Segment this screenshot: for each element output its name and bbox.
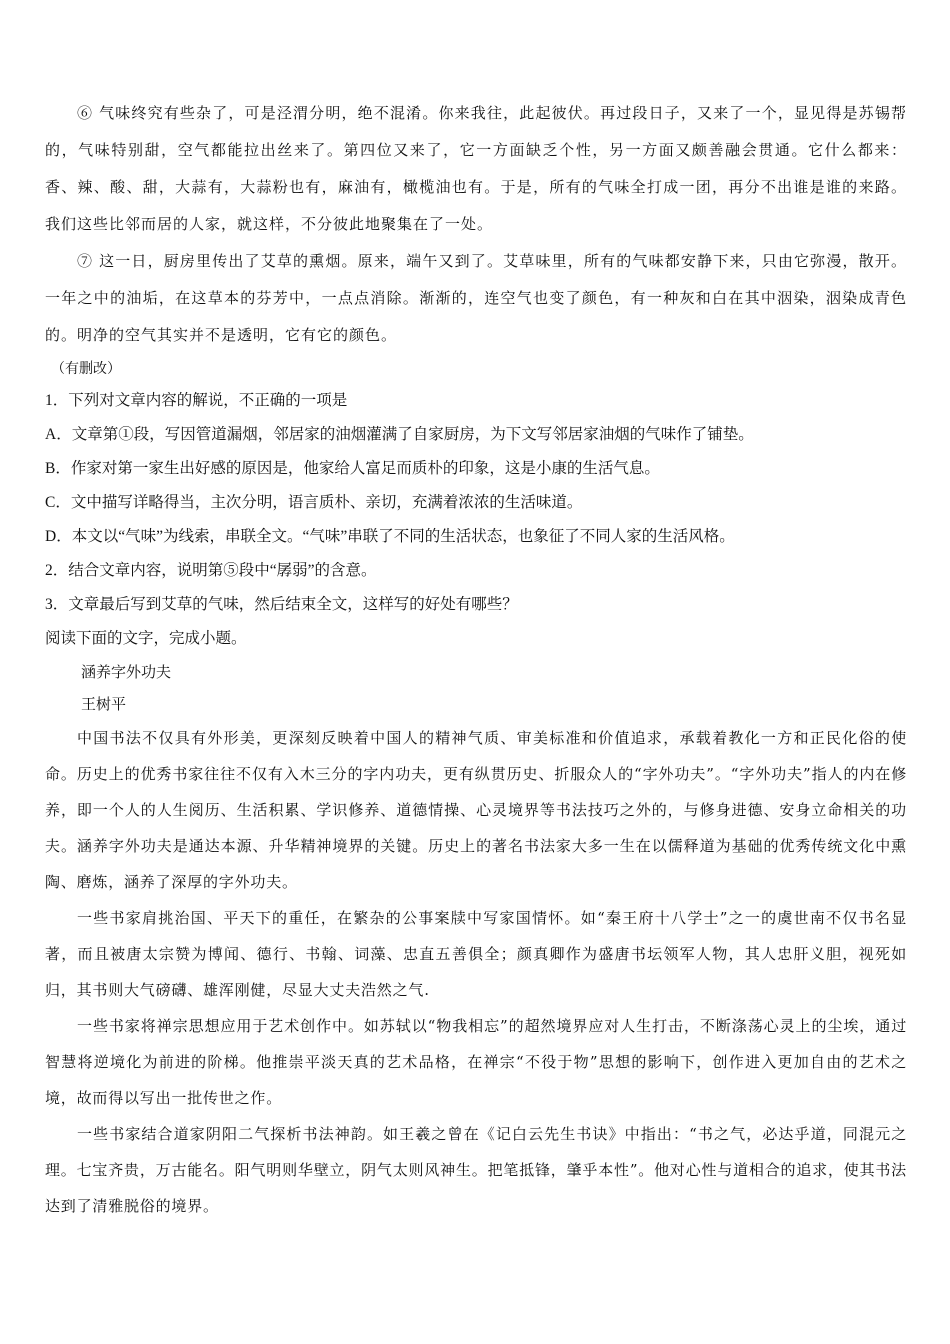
reading-instruction: 阅读下面的文字，完成小题。 <box>45 630 247 647</box>
option-b: B．作家对第一家生出好感的原因是，他家给人富足而质朴的印象，这是小康的生活气息。 <box>45 460 660 477</box>
question-3: 3．文章最后写到艾草的气味，然后结束全文，这样写的好处有哪些？ <box>45 596 518 613</box>
article-paragraph-3: 一些书家将禅宗思想应用于艺术创作中。如苏轼以“物我相忘”的超然境界应对人生打击，不断涤荡心灵上的尘埃，通过智慧将逆境化为前进的阶梯。他推崇平淡天真的艺术品格，在禅宗“不役于物”思想的影响下，创作进入更加自由的艺术之境，故而得以写出一批传世之作。 <box>45 1017 907 1107</box>
option-d: D．本文以“气味”为线索，串联全文。“气味”串联了不同的生活状态，也象征了不同人家的生活风格。 <box>45 528 735 545</box>
document-page <box>45 95 907 1224</box>
option-c: C．文中描写详略得当，主次分明，语言质朴、亲切，充满着浓浓的生活味道。 <box>45 494 583 511</box>
article-paragraph-1: 中国书法不仅具有外形美，更深刻反映着中国人的精神气质、审美标准和价值追求，承载着教化一方和正民化俗的使命。历史上的优秀书家往往不仅有入木三分的字内功夫，更有纵贯历史、折服众人的“字外功夫”。“字外功夫”指人的内在修养，即一个人的人生阅历、生活积累、学识修养、道德情操、心灵境界等书法技巧之外的，与修身进德、安身立命相关的功夫。涵养字外功夫是通达本源、升华精神境界的关键。历史上的著名书法家大多一生在以儒释道为基础的优秀传统文化中熏陶、磨炼，涵养了深厚的字外功夫。 <box>45 729 907 891</box>
option-a: A．文章第①段，写因管道漏烟，邻居家的油烟灌满了自家厨房，为下文写邻居家油烟的气味作了铺垫。 <box>45 426 754 443</box>
article-paragraph-2: 一些书家肩挑治国、平天下的重任，在繁杂的公事案牍中写家国情怀。如“秦王府十八学士”之一的虞世南不仅书名显著，而且被唐太宗赞为博闻、德行、书翰、词藻、忠直五善俱全；颜真卿作为盛唐书坛领军人物，其人忠肝义胆，视死如归，其书则大气磅礴、雄浑刚健，尽显大丈夫浩然之气. <box>45 909 907 999</box>
paragraph-6: ⑥ 气味终究有些杂了，可是泾渭分明，绝不混淆。你来我往，此起彼伏。再过段日子，又来了一个，显见得是苏锡帮的，气味特别甜，空气都能拉出丝来了。第四位又来了，它一方面缺乏个性，另一方面又颇善融会贯通。它什么都来：香、辣、酸、甜，大蒜有，大蒜粉也有，麻油有，橄榄油也有。于是，所有的气味全打成一团，再分不出谁是谁的来路。我们这些比邻而居的人家，就这样，不分彼此地聚集在了一处。 <box>45 104 907 233</box>
article-author: 王树平 <box>81 695 127 713</box>
edit-note: （有删改） <box>51 361 121 377</box>
paragraph-7: ⑦ 这一日，厨房里传出了艾草的熏烟。原来，端午又到了。艾草味里，所有的气味都安静下来，只由它弥漫，散开。一年之中的油垢，在这草本的芬芳中，一点点消除。渐渐的，连空气也变了颜色，有一种灰和白在其中洇染，洇染成青色的。明净的空气其实并不是透明，它有它的颜色。 <box>45 252 907 344</box>
article-title: 涵养字外功夫 <box>81 663 172 681</box>
article-paragraph-4: 一些书家结合道家阴阳二气探析书法神韵。如王羲之曾在《记白云先生书诀》中指出：“书之气，必达乎道，同混元之理。七宝齐贵，万古能名。阳气明则华壁立，阴气太则风神生。把笔抵锋，肇乎本性”。他对心性与道相合的追求，使其书法达到了清雅脱俗的境界。 <box>45 1125 907 1215</box>
question-2: 2．结合文章内容，说明第⑤段中“孱弱”的含意。 <box>45 562 377 579</box>
question-1: 1．下列对文章内容的解说，不正确的一项是 <box>45 392 348 409</box>
